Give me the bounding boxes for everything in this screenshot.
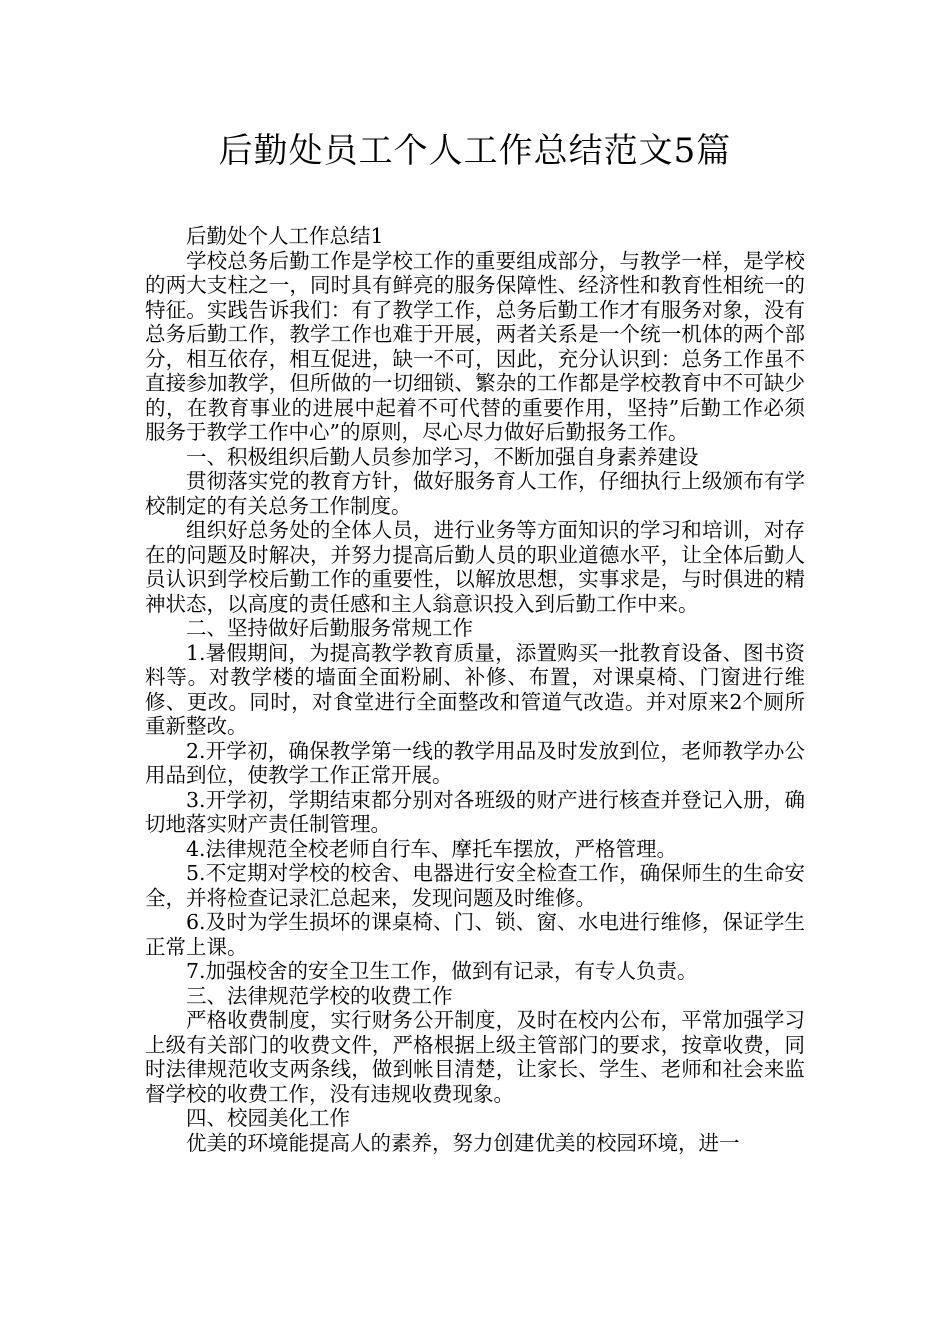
section-heading: 三、法律规范学校的收费工作 [186,983,453,1008]
list-item: 3.开学初，学期结束都分别对各班级的财产进行核查并登记入册，确切地落实财产责任制管理。 [145,787,805,836]
section-heading: 后勤处个人工作总结1 [186,224,384,248]
body-paragraph: 贯彻落实党的教育方针，做好服务育人工作，仔细执行上级颁布有学校制定的有关总务工作制度。 [145,469,805,518]
body-paragraph: 学校总务后勤工作是学校工作的重要组成部分，与教学一样，是学校的两大支柱之一，同时具有鲜亮的服务保障性、经济性和教育性相统一的特征。实践告诉我们：有了教学工作，总务后勤工作才有服务对象，没有总务后勤工作，教学工作也难于开展，两者关系是一个统一机体的两个部分，相互依存，相互促进，缺一不可，因此，充分认识到：总务工作虽不直接参加教学，但所做的一切细锁、繁杂的工作都是学校教育中不可缺少的，在教育事业的进展中起着不可代替的重要作用，坚持”后勤工作必须服务于教学工作中心”的原则，尽心尽力做好后勤报务工作。 [145,248,805,444]
list-item: 5.不定期对学校的校舍、电器进行安全检查工作，确保师生的生命安全，并将检查记录汇总起来，发现问题及时维修。 [145,861,805,910]
page-title: 后勤处员工个人工作总结范文5篇 [218,131,732,171]
list-item: 1.暑假期间，为提高教学教育质量，添置购买一批教育设备、图书资料等。对教学楼的墙面全面粉刷、补修、布置，对课桌椅、门窗进行维修、更改。同时，对食堂进行全面整改和管道气改造。并对原来2个厕所重新整改。 [145,640,805,738]
body-paragraph: 组织好总务处的全体人员，进行业务等方面知识的学习和培训，对存在的问题及时解决，并努力提高后勤人员的职业道德水平，让全体后勤人员认识到学校后勤工作的重要性，以解放思想，实事求是，与时俱进的精神状态，以高度的责任感和主人翁意识投入到后勤工作中来。 [145,518,805,616]
list-item: 6.及时为学生损坏的课桌椅、门、锁、窗、水电进行维修，保证学生正常上课。 [145,910,805,959]
body-paragraph: 优美的环境能提高人的素养，努力创建优美的校园环境，进一 [186,1130,740,1155]
list-item: 4.法律规范全校老师自行车、摩托车摆放，严格管理。 [186,836,678,861]
section-heading: 一、积极组织后勤人员参加学习，不断加强自身素养建设 [186,444,699,469]
body-paragraph: 严格收费制度，实行财务公开制度，及时在校内公布，平常加强学习上级有关部门的收费文件，严格根据上级主管部门的要求，按章收费，同时法律规范收支两条线，做到帐目清楚，让家长、学生、老师和社会来监督学校的收费工作，没有违规收费现象。 [145,1008,805,1106]
section-heading: 二、坚持做好后勤服务常规工作 [186,616,473,640]
list-item: 2.开学初，确保教学第一线的教学用品及时发放到位，老师教学办公用品到位，使教学工作正常开展。 [145,738,805,787]
document-body [145,224,805,1155]
section-heading: 四、校园美化工作 [186,1106,350,1130]
list-item: 7.加强校舍的安全卫生工作，做到有记录，有专人负责。 [186,959,698,983]
